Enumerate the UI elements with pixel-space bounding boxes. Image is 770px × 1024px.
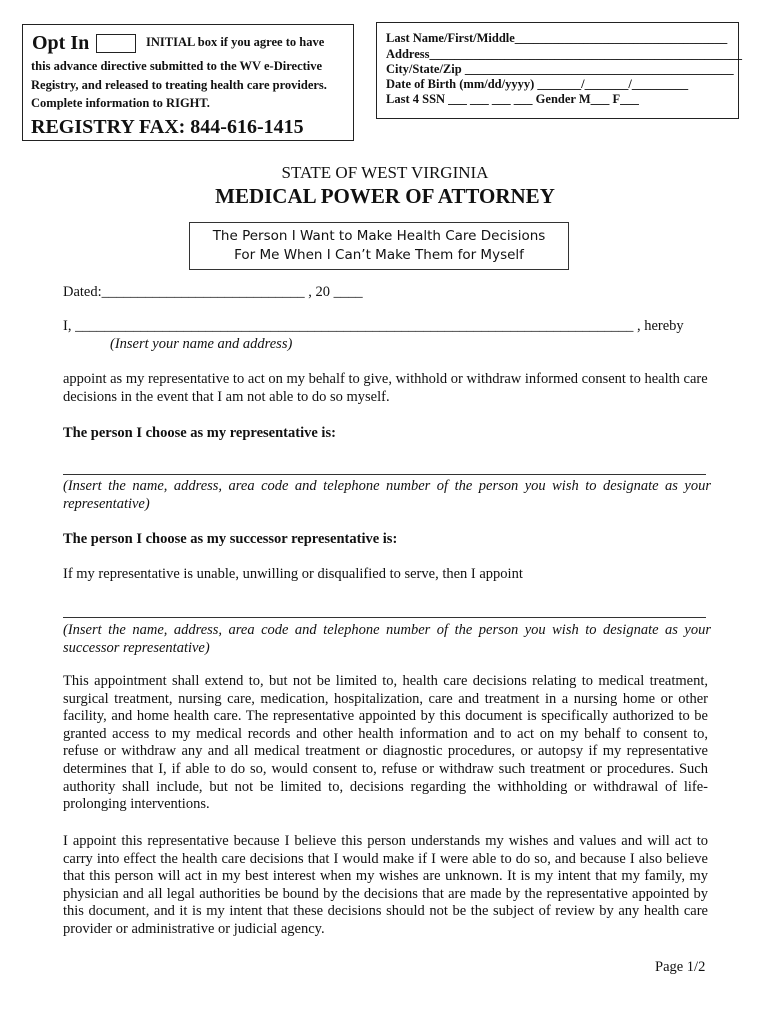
successor-field[interactable] xyxy=(63,617,706,618)
successor-text: If my representative is unable, unwilling or disqualified to serve, then I appoint xyxy=(63,566,523,582)
subtitle-line: The Person I Want to Make Health Care Decisions xyxy=(212,228,546,244)
date-of-birth-field[interactable]: Date of Birth (mm/dd/yyyy) _______/_______/_________ xyxy=(386,77,689,91)
dated-field[interactable]: Dated:____________________________ , 20 ____ xyxy=(63,284,363,300)
successor-hint: (Insert the name, address, area code and telephone number of the person you wish to designate as your successor representative) xyxy=(63,622,711,656)
appointment-text: appoint as my representative to act on my behalf to give, withhold or withdraw informed consent to health care decisions in the event that I am not able to do so myself. xyxy=(63,371,708,405)
initial-checkbox[interactable] xyxy=(96,34,136,53)
opt-in-label: Opt In xyxy=(32,32,90,54)
page-number: Page 1/2 xyxy=(655,959,706,975)
successor-heading: The person I choose as my successor representative is: xyxy=(63,531,398,547)
document-title: MEDICAL POWER OF ATTORNEY xyxy=(215,184,555,208)
registry-fax: REGISTRY FAX: 844-616-1415 xyxy=(31,116,304,138)
opt-in-text-line: Registry, and released to treating health care providers. xyxy=(31,78,327,92)
state-title: STATE OF WEST VIRGINIA xyxy=(281,163,489,182)
intent-paragraph: I appoint this representative because I believe this person understands my wishes and values and will act to carry into effect the health care decisions that I would make if I were able to do so, and because I also believe that this person will act in my best interest when my wishes are unknown. It is my intent that my family, my physician and all legal authorities be bound by the decisions that are made by the representative appointed by this document, and it is my intent that these decisions should not be the subject of review by any health care provider or administrative or judicial agency. xyxy=(63,833,708,937)
representative-hint: (Insert the name, address, area code and telephone number of the person you wish to designate as your representative) xyxy=(63,478,711,512)
principal-name-field[interactable]: I, _____________________________________________________________________________ , hereby xyxy=(63,318,684,334)
opt-in-text-line: this advance directive submitted to the WV e-Directive xyxy=(31,59,323,73)
ssn-gender-field[interactable]: Last 4 SSN ___ ___ ___ ___ Gender M___ F___ xyxy=(386,92,639,106)
opt-in-text-line: Complete information to RIGHT. xyxy=(31,96,210,110)
subtitle-line: For Me When I Can’t Make Them for Myself xyxy=(234,247,524,263)
subtitle-box xyxy=(189,222,569,270)
name-hint: (Insert your name and address) xyxy=(110,336,293,352)
initial-instruction: INITIAL box if you agree to have xyxy=(146,35,325,49)
authority-paragraph: This appointment shall extend to, but not be limited to, health care decisions relating to medical treatment, surgical treatment, nursing care, medication, hospitalization, care and treatment in a nursing home or other facility, and home health care. The representative appointed by this document is specifically authorized to be granted access to my medical records and other health information and to act on my behalf to consent to, refuse or withdraw any and all medical treatment or diagnostic procedures, or autopsy if my representative determines that I, if able to do so, would consent to, refuse or withdraw such treatment or procedures. Such authority shall include, but not be limited to, decisions regarding the withholding or withdrawal of life-prolonging interventions. xyxy=(63,673,708,813)
city-state-zip-field[interactable]: City/State/Zip ___________________________________________ xyxy=(386,62,734,76)
address-field[interactable]: Address__________________________________________________ xyxy=(386,47,743,61)
representative-field[interactable] xyxy=(63,474,706,475)
representative-heading: The person I choose as my representative is: xyxy=(63,425,336,441)
name-field[interactable]: Last Name/First/Middle__________________________________ xyxy=(386,31,728,45)
